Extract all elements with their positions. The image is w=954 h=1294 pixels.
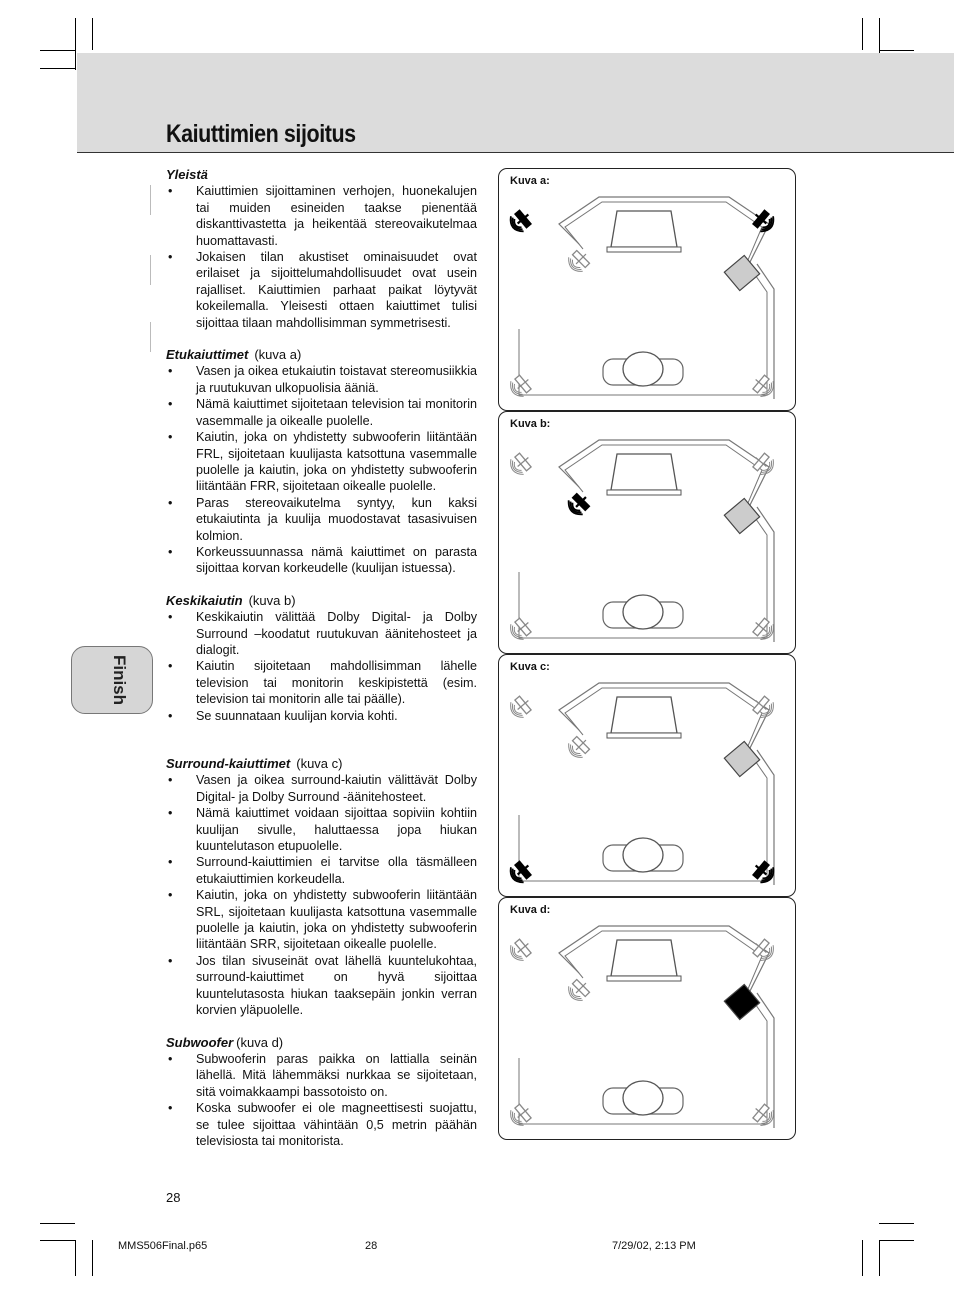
crop-mark (75, 18, 76, 70)
body-text (166, 167, 477, 1149)
center-speaker-icon (565, 733, 593, 761)
crop-mark (40, 68, 75, 69)
tv-icon (611, 697, 677, 733)
crop-mark (40, 1223, 75, 1224)
crop-mark (40, 1240, 75, 1241)
section-keskikaiutin (166, 593, 477, 724)
crop-mark (40, 50, 75, 51)
front-left-speaker-icon (507, 936, 535, 964)
subwoofer-icon (724, 741, 759, 776)
bullet-item: • Kaiutin, joka on yhdistetty subwooferin liitäntään FRL, sijoitetaan kuulijasta katsottuna vasemmalle puolelle ja kaiutin, joka on yhdistetty subwooferin liitäntään FRR, sijoitetaan oikealle puolelle. (166, 429, 477, 495)
surround-right-speaker-icon (749, 615, 777, 643)
room-diagram (499, 898, 795, 1139)
bullet-item: • Koska subwoofer ei ole magneettisesti suojattu, se tulee sijoittaa vähintään 0,5 metrin päähän televisiosta tai monitorista. (166, 1100, 477, 1149)
figure-d (498, 897, 796, 1140)
crop-mark (75, 1240, 76, 1276)
bullet-list (166, 1051, 477, 1149)
section-etukaiuttimet (166, 347, 477, 577)
figure-reference: (kuva a) (254, 347, 302, 363)
figure-label: Kuva c: (510, 661, 550, 673)
bullet-item: • Nämä kaiuttimet sijoitetaan television tai monitorin vasemmalle ja oikealle puolelle. (166, 396, 477, 429)
page-number: 28 (166, 1190, 181, 1205)
center-speaker-icon (565, 490, 593, 518)
room-diagram (499, 655, 795, 896)
footer-file: MMS506Final.p65 (118, 1240, 208, 1252)
figure-label: Kuva a: (510, 175, 550, 187)
section-heading: Keskikaiutin (166, 592, 243, 608)
figure-reference: (kuva d) (236, 1034, 284, 1050)
surround-right-speaker-icon (749, 372, 777, 400)
crop-mark (92, 1240, 93, 1276)
section-surround (166, 756, 477, 1019)
margin-rule (150, 322, 151, 352)
section-heading: Surround-kaiuttimet (166, 756, 291, 771)
room-diagram (499, 412, 795, 653)
figure-label: Kuva b: (510, 418, 551, 430)
surround-right-speaker-icon (749, 1101, 777, 1129)
crop-mark (879, 50, 914, 51)
crop-mark (879, 1240, 914, 1241)
bullet-item: • Surround-kaiuttimien ei tarvitse olla täsmälleen etukaiuttimien korkeudella. (166, 854, 477, 887)
surround-right-speaker-icon (749, 858, 777, 886)
margin-rule (150, 255, 151, 285)
margin-rule (150, 185, 151, 215)
front-left-speaker-icon (507, 693, 535, 721)
bullet-item: • Keskikaiutin välittää Dolby Digital- ja Dolby Surround –koodatut ruutukuvan äänitehosteet ja dialogit. (166, 609, 477, 658)
figure-c (498, 654, 796, 897)
footer-timestamp: 7/29/02, 2:13 PM (612, 1240, 696, 1252)
surround-left-speaker-icon (507, 372, 535, 400)
page-title: Kaiuttimien sijoitus (166, 120, 356, 148)
front-left-speaker-icon (507, 450, 535, 478)
surround-left-speaker-icon (507, 615, 535, 643)
tv-icon (611, 211, 677, 247)
bullet-list (166, 772, 477, 1018)
footer-page: 28 (365, 1240, 378, 1252)
bullet-item: • Kaiuttimien sijoittaminen verhojen, huonekalujen tai muiden esineiden taakse pienentää diskanttivastetta ja heikentää stereovaikutelmaa huomattavasti. (166, 183, 477, 249)
section-subwoofer (166, 1035, 477, 1150)
crop-mark (862, 1240, 863, 1276)
crop-mark (92, 18, 93, 50)
crop-mark (879, 1240, 880, 1276)
center-speaker-icon (565, 976, 593, 1004)
language-tab-label: Finish (110, 654, 129, 706)
surround-left-speaker-icon (507, 858, 535, 886)
bullet-list (166, 363, 477, 576)
bullet-item: • Subwooferin paras paikka on lattialla seinän lähellä. Mitä lähemmäksi nurkkaa se sijoitetaan, sitä voimakkaampi bassotoisto on. (166, 1051, 477, 1100)
bullet-item: • Se suunnataan kuulijan korvia kohti. (166, 708, 477, 724)
bullet-item: • Paras stereovaikutelma syntyy, kun kaksi etukaiutinta ja kuulija muodostavat tasasivuisen kolmion. (166, 495, 477, 544)
bullet-list (166, 609, 477, 724)
tv-icon (611, 940, 677, 976)
figure-reference: (kuva b) (248, 592, 296, 608)
room-diagram (499, 169, 795, 410)
section-yleista (166, 167, 477, 331)
bullet-item: • Vasen ja oikea etukaiutin toistavat stereomusiikkia ja ruutukuvan ulkopuolisia ääniä. (166, 363, 477, 396)
crop-mark (879, 1223, 914, 1224)
bullet-list (166, 183, 477, 331)
section-heading: Yleistä (166, 167, 208, 182)
figure-reference: (kuva c) (296, 756, 343, 771)
section-heading: Subwoofer (166, 1034, 234, 1050)
subwoofer-icon (724, 984, 759, 1019)
surround-left-speaker-icon (507, 1101, 535, 1129)
bullet-item: • Nämä kaiuttimet voidaan sijoittaa sopiviin kohtiin kuulijan sivulle, haluttaessa jopa hiukan kuuntelutason etupuolelle. (166, 805, 477, 854)
figure-label: Kuva d: (510, 904, 551, 916)
bullet-item: • Kaiutin, joka on yhdistetty subwooferin liitäntään SRL, sijoitetaan kuulijasta katsottuna vasemmalle puolelle ja kaiutin, joka on yhdistetty subwooferin liitäntään SRR, sijoitetaan oikealle puolelle. (166, 887, 477, 953)
subwoofer-icon (724, 498, 759, 533)
subwoofer-icon (724, 255, 759, 290)
front-left-speaker-icon (507, 207, 535, 235)
bullet-item: • Vasen ja oikea surround-kaiutin välittävät Dolby Digital- ja Dolby Surround -äänitehosteet. (166, 772, 477, 805)
language-tab (71, 646, 153, 714)
bullet-item: • Kaiutin sijoitetaan mahdollisimman lähelle television tai monitorin keskipistettä (esim. television tai monitorin alle tai päälle). (166, 658, 477, 707)
bullet-item: • Korkeussuunnassa nämä kaiuttimet on parasta sijoittaa korvan korkeudelle (kuulijan istuessa). (166, 544, 477, 577)
bullet-item: • Jos tilan sivuseinät ovat lähellä kuuntelukohtaa, surround-kaiuttimet on hyvä sijoittaa kuuntelutasosta hiukan taaksepäin jonkin verran korvien yläpuolelle. (166, 953, 477, 1019)
center-speaker-icon (565, 247, 593, 275)
bullet-item: • Jokaisen tilan akustiset ominaisuudet ovat erilaiset ja sijoittelumahdollisuudet ovat usein rajalliset. Kaiuttimien parhaat paikat löytyvät kokeilemalla. Yleisesti ottaen kaiuttimet tulisi sijoittaa tilaan mahdollisimman symmetrisesti. (166, 249, 477, 331)
figure-a (498, 168, 796, 411)
crop-mark (862, 18, 863, 50)
figure-b (498, 411, 796, 654)
tv-icon (611, 454, 677, 490)
section-heading: Etukaiuttimet (166, 347, 249, 363)
